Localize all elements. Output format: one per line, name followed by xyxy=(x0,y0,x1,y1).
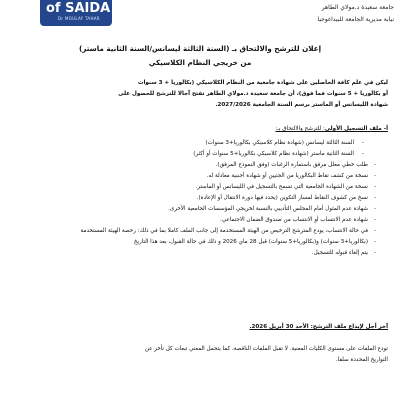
directorate-name: نيابة مديرية الجامعة للبيداغوجيا xyxy=(317,16,394,23)
deadline-notice: آخر أجل لإيداع ملف الترشح: الأحد 30 أبريل 2026. xyxy=(249,324,388,330)
list-item: - نسخة من الشهادة الجامعية التي تسمح بالتسجيل في الليسانس أو الماستر. xyxy=(16,182,376,193)
intro-paragraph xyxy=(16,78,388,111)
intro-line: ليكن في علم كافة الحاصلين على شهادة جامعية من النظام الكلاسيكي (بكالوريا + 3 سنوات xyxy=(137,80,388,86)
list-item: - السنة الثالثة ليسانس (شهادة نظام كلاسيكي بكالوريا+3 سنوات) xyxy=(16,138,376,149)
logo-subtext: Dr MOULAY TAHAR xyxy=(58,16,100,21)
section-heading xyxy=(16,124,388,135)
logo-text: of SAIDA xyxy=(46,1,111,16)
intro-line: شهادة الليسانس أو الماستر برسم السنة الجامعية 2027/2026. xyxy=(215,102,388,108)
title-line: من خريجي النظام الكلاسيكي xyxy=(148,58,252,67)
list-item: - طلب خطي معلل مرفق باستمارة الرغبات (وفق النموذج المرفق). xyxy=(16,160,376,171)
submission-note xyxy=(16,344,388,366)
list-item: - نسخة من كشف نقاط البكالوريا من الجنيين أو شهادة أجنبية معادلة له. xyxy=(16,171,376,182)
section-heading-rest: : للترشح والالتحاق بـ: xyxy=(275,126,325,132)
list-item: - شهادة عدم الانتساب أو الانتساب من صندوق الضمان الاجتماعي. xyxy=(16,215,376,226)
list-item: - نسخ من كشوف النقاط لمسار التكوين (يحدد فيها دورة الانتقال أو الإعادة). xyxy=(16,193,376,204)
list-item: - في حالة الانتساب، يودع المترشح الترخيص من الهيئة المستخدمة إلى جانب الملف كاملا بما في ذلك: رخصة الهيئة المستخدمة xyxy=(16,226,376,237)
header-info xyxy=(317,2,394,26)
list-item: - (بكالوريا+3 سنوات) و(بكالوريا+5 سنوات) قبل 28 ماي 2026 و ذلك في حالة القبول، بعد هذا التاريخ xyxy=(16,237,376,248)
note-line: التواريخ المحددة سلفا. xyxy=(335,357,388,363)
list-item: - شهادة عدم المثول أمام المجلس التأديبي بالنسبة لخريجي المؤسسات الجامعية الأخرى. xyxy=(16,204,376,215)
list-item: - يتم إلغاء قبوله للتسجيل. xyxy=(16,248,376,259)
section-heading-label: أ- ملف التسجيل الأولي xyxy=(324,126,388,132)
university-logo xyxy=(40,0,112,26)
university-name: جامعة سعيدة د.مولاي الطاهر xyxy=(321,4,394,11)
title-line: إعلان للترشح والالتحاق بـ (السنة الثالثة ليسانس/السنة الثانية ماستر) xyxy=(78,44,322,53)
announcement-title xyxy=(40,42,360,70)
note-line: تودع الملفات على مستوى الكليات المعنية. لا تقبل الملفات الناقصة، كما يتحمل المعني تبعات كل تأخر عن xyxy=(144,346,388,352)
requirements-list xyxy=(16,138,388,259)
intro-line: أو بكالوريا + 5 سنوات فما فوق)، أن جامعة سعيدة د.مولاي الطاهر تفتح آجالا للترشح للحصول على xyxy=(118,91,388,97)
list-item: - السنة الثانية ماستر (شهادة نظام كلاسيكي بكالوريا+5 سنوات أو أكثر) xyxy=(16,149,376,160)
